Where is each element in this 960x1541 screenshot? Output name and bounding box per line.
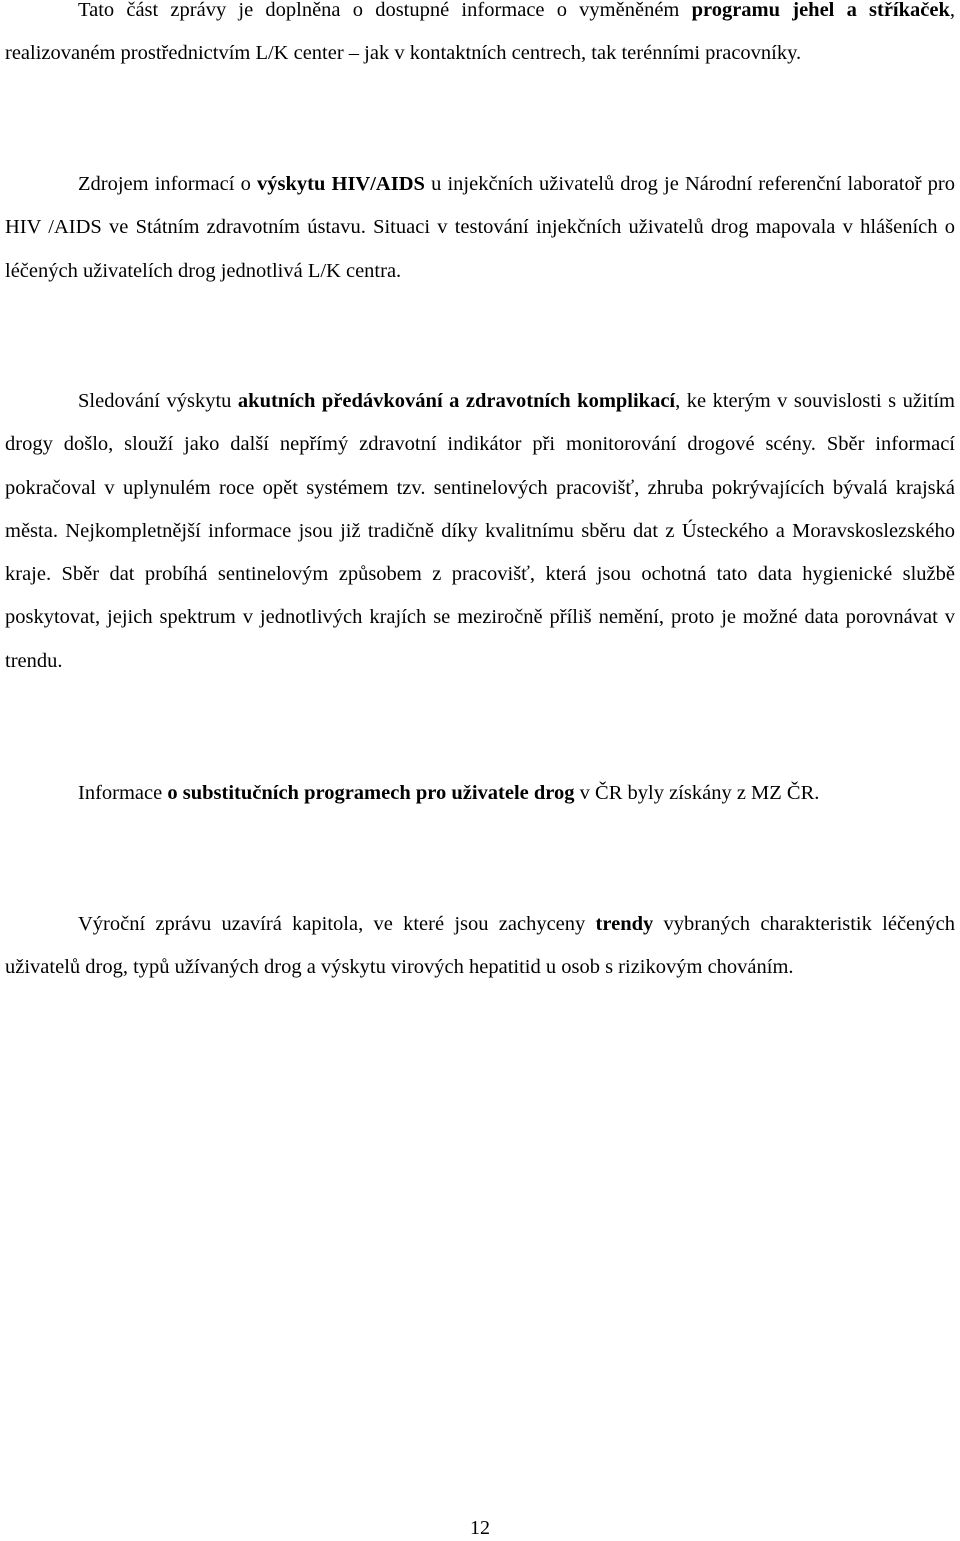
bold-text-segment: výskytu HIV/AIDS xyxy=(257,173,425,195)
page-number: 12 xyxy=(470,1517,490,1539)
text-segment: Zdrojem informací o xyxy=(78,173,257,195)
paragraph-needle-exchange xyxy=(5,0,955,76)
paragraph-hiv-aids xyxy=(5,163,955,293)
text-segment: vybraných charakteristik léčených uživatelů drog, typů užívaných drog a výskytu virových hepatitid u osob s rizikovým chováním. xyxy=(5,913,955,979)
bold-text-segment: programu jehel a stříkaček xyxy=(691,0,950,21)
paragraph-overdoses xyxy=(5,380,955,683)
text-segment: Informace xyxy=(78,782,168,804)
text-segment: Sledování výskytu xyxy=(78,390,238,412)
text-segment: v ČR byly získány z MZ ČR. xyxy=(574,782,820,804)
bold-text-segment: trendy xyxy=(595,913,654,935)
paragraph-trends xyxy=(5,903,955,990)
text-segment: , ke kterým v souvislosti s užitím drogy došlo, slouží jako další nepřímý zdravotní indikátor při monitorování drogové scény. Sběr informací pokračoval v uplynulém roce opět systémem tzv. sentinelových pracovišť, zhruba pokrývajících bývalá krajská města. Nejkompletnější informace jsou již tradičně díky kvalitnímu sběru dat z Ústeckého a Moravskoslezského kraje. Sběr dat probíhá sentinelovým způsobem z pracovišť, která jsou ochotná tato data hygienické službě poskytovat, jejich spektrum v jednotlivých krajích se meziročně příliš nemění, proto je možné data porovnávat v trendu. xyxy=(5,390,955,672)
paragraph-substitution xyxy=(5,772,955,815)
bold-text-segment: o substitučních programech pro uživatele drog xyxy=(167,782,575,804)
text-segment: Tato část zprávy je doplněna o dostupné informace o vyměněném xyxy=(78,0,692,21)
text-segment: u injekčních uživatelů drog je Národní referenční laboratoř pro HIV /AIDS ve Státním zdravotním ústavu. Situaci v testování injekčních uživatelů drog mapovala v hlášeních o léčených uživatelích drog jednotlivá L/K centra. xyxy=(5,173,955,282)
text-segment: , realizovaném prostřednictvím L/K center – jak v kontaktních centrech, tak terénními pracovníky. xyxy=(5,0,955,65)
bold-text-segment: akutních předávkování a zdravotních komplikací xyxy=(237,390,676,412)
text-segment: Výroční zprávu uzavírá kapitola, ve které jsou zachyceny xyxy=(78,913,596,935)
document-page xyxy=(5,0,955,1541)
